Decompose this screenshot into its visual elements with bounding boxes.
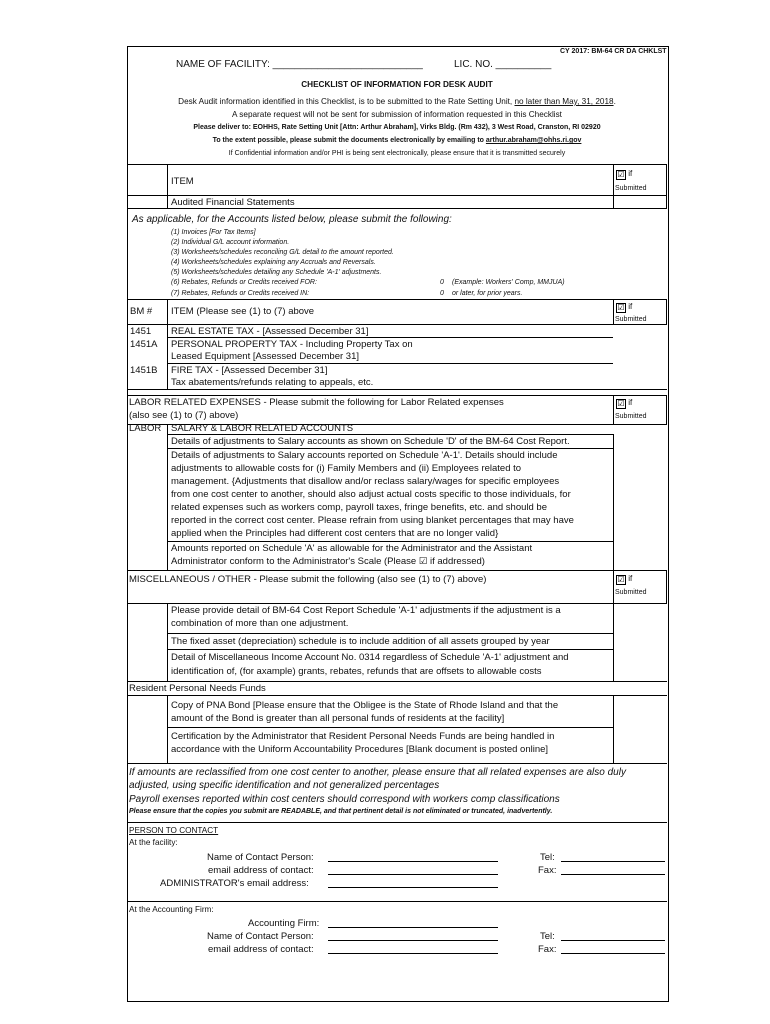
if-label: if bbox=[628, 398, 633, 407]
bm-1451: 1451 bbox=[130, 326, 152, 337]
firm-fax-label: Fax: bbox=[538, 944, 557, 955]
page-title: CHECKLIST OF INFORMATION FOR DESK AUDIT bbox=[301, 80, 493, 89]
account-item-1: (1) Invoices [For Tax Items] bbox=[171, 229, 256, 236]
checkbox-labor[interactable] bbox=[616, 398, 632, 409]
tel-label: Tel: bbox=[540, 852, 555, 863]
firm-contact-name-input[interactable] bbox=[328, 931, 498, 941]
intro-line-4 bbox=[127, 137, 667, 144]
account-item-7: (7) Rebates, Refunds or Credits received IN: bbox=[171, 290, 310, 297]
checkbox-audited-financials[interactable] bbox=[616, 169, 632, 180]
checkbox-misc[interactable] bbox=[616, 574, 632, 585]
email-instruction: To the extent possible, please submit the documents electronically by emailing to bbox=[212, 137, 484, 144]
fixed-asset-schedule: The fixed asset (depreciation) schedule is to include addition of all assets grouped by year bbox=[171, 636, 550, 647]
checkbox-icon: ☑ bbox=[617, 303, 625, 312]
delivery-address: Please deliver to: EOHHS, Rate Setting Unit [Attn: Arthur Abraham], Virks Bldg. (Rm 432), 3 West Road, Cranston, RI 02920 bbox=[193, 124, 601, 131]
contact-email-input[interactable] bbox=[328, 865, 498, 875]
misc-income-line-2: identification of, (for axample) grants, rebates, refunds that are offsets to allowable costs bbox=[171, 666, 542, 677]
account-item-6: (6) Rebates, Refunds or Credits received FOR: bbox=[171, 279, 317, 286]
reclassification-note-line-1: If amounts are reclassified from one cost center to another, please ensure that all related expenses are also duly bbox=[129, 767, 626, 778]
audited-financial-statements: Audited Financial Statements bbox=[171, 197, 295, 208]
deadline: no later than May, 31, 2018 bbox=[514, 97, 614, 106]
bm-1451a: 1451A bbox=[130, 339, 158, 350]
admin-email-label: ADMINISTRATOR's email address: bbox=[160, 878, 309, 889]
contact-heading: PERSON TO CONTACT bbox=[129, 826, 219, 835]
account-item-5: (5) Worksheets/schedules detailing any Schedule 'A-1' adjustments. bbox=[171, 269, 382, 276]
accounting-firm-input[interactable] bbox=[328, 918, 498, 928]
form-code: CY 2017: BM-64 CR DA CHKLST bbox=[560, 48, 667, 55]
salary-accounts-heading: SALARY & LABOR RELATED ACCOUNTS bbox=[171, 423, 354, 434]
checkbox-tax[interactable] bbox=[616, 302, 632, 313]
fax-input[interactable] bbox=[561, 865, 665, 875]
accounts-heading: As applicable, for the Accounts listed below, please submit the following: bbox=[132, 214, 452, 225]
labor-heading: LABOR RELATED EXPENSES - Please submit the following for Labor Related expenses bbox=[129, 397, 504, 408]
fax-label: Fax: bbox=[538, 865, 557, 876]
admin-email-input[interactable] bbox=[328, 878, 498, 888]
reclassification-note-line-2: adjusted, using specific identification and not generalized percentages bbox=[129, 780, 440, 791]
a1-adjustment-detail-line-1: Please provide detail of BM-64 Cost Report Schedule 'A-1' adjustments if the adjustment is a bbox=[171, 605, 561, 616]
account-item-4: (4) Worksheets/schedules explaining any Accruals and Reversals. bbox=[171, 259, 376, 266]
accounting-firm-label: Accounting Firm: bbox=[248, 918, 320, 929]
pna-bond-line-2: amount of the Bond is greater than all personal funds of residents at the facility] bbox=[171, 713, 505, 724]
submitted-label: Submitted bbox=[615, 589, 647, 596]
payroll-note: Payroll exenses reported within cost centers should correspond with workers comp classifications bbox=[129, 794, 560, 805]
bm-header: BM # bbox=[130, 306, 153, 317]
tax-abatements: Tax abatements/refunds relating to appeals, etc. bbox=[171, 377, 374, 388]
rebates-in-year: 0 bbox=[440, 290, 444, 297]
fire-tax: FIRE TAX - [Assessed December 31] bbox=[171, 365, 328, 376]
readable-note: Please ensure that the copies you submit are READABLE, and that pertinent detail is not eliminated or truncated, inadvertently. bbox=[129, 808, 553, 815]
confidentiality-note: If Confidential information and/or PHI is being sent electronically, please ensure that it is transmitted securely bbox=[228, 150, 566, 157]
at-accounting-firm-label: At the Accounting Firm: bbox=[129, 905, 214, 914]
salary-adjustments-a1-line-6: reported in the correct cost center. Please refrain from using blanket percentages that may have bbox=[171, 515, 574, 526]
account-item-2: (2) Individual G/L account information. bbox=[171, 239, 290, 246]
submitted-label: Submitted bbox=[615, 413, 647, 420]
submission-email-link[interactable]: arthur.abraham@ohhs.ri.gov bbox=[485, 137, 582, 144]
rebates-example: (Example: Workers' Comp, MMJUA) bbox=[452, 279, 565, 286]
intro-period: . bbox=[613, 97, 616, 106]
salary-adjustments-a1-line-1: Details of adjustments to Salary accounts reported on Schedule 'A-1'. Details should include bbox=[171, 450, 558, 461]
firm-fax-input[interactable] bbox=[561, 944, 665, 954]
checkbox-icon: ☑ bbox=[617, 170, 625, 179]
at-facility-label: At the facility: bbox=[129, 838, 178, 847]
firm-tel-label: Tel: bbox=[540, 931, 555, 942]
account-item-3: (3) Worksheets/schedules reconciling G/L detail to the amount reported. bbox=[171, 249, 394, 256]
salary-adjustments-a1-line-2: adjustments to allowable costs for (i) Family Members and (ii) Employees related to bbox=[171, 463, 522, 474]
intro-line-1 bbox=[127, 97, 667, 106]
certification-line-1: Certification by the Administrator that Resident Personal Needs Funds are being handled in bbox=[171, 731, 555, 742]
item-header-tax: ITEM (Please see (1) to (7) above bbox=[171, 306, 315, 317]
contact-name-input[interactable] bbox=[328, 852, 498, 862]
checkbox-icon: ☑ bbox=[617, 575, 625, 584]
labor-subnote: (also see (1) to (7) above) bbox=[129, 410, 239, 421]
labor-label: LABOR bbox=[129, 423, 162, 434]
personal-property-tax: PERSONAL PROPERTY TAX - Including Property Tax on bbox=[171, 339, 413, 350]
firm-contact-name-label: Name of Contact Person: bbox=[207, 931, 314, 942]
firm-email-input[interactable] bbox=[328, 944, 498, 954]
tel-input[interactable] bbox=[561, 852, 665, 862]
submitted-label: Submitted bbox=[615, 316, 647, 323]
contact-email-label: email address of contact: bbox=[208, 865, 314, 876]
misc-income-line-1: Detail of Miscellaneous Income Account No. 0314 regardless of Schedule 'A-1' adjustment and bbox=[171, 652, 569, 663]
administrator-scale-line-2: Administrator conform to the Administrator's Scale (Please ☑ if addressed) bbox=[171, 556, 485, 567]
checkbox-icon: ☑ bbox=[617, 399, 625, 408]
firm-email-label: email address of contact: bbox=[208, 944, 314, 955]
a1-adjustment-detail-line-2: combination of more than one adjustment. bbox=[171, 618, 349, 629]
if-label: if bbox=[628, 574, 633, 583]
item-header: ITEM bbox=[171, 176, 194, 187]
rebates-for-year: 0 bbox=[440, 279, 444, 286]
salary-adjustments-a1-line-4: from one cost center to another, should also adjust actual costs specific to those individuals, for bbox=[171, 489, 571, 500]
license-number-field: LIC. NO. __________ bbox=[454, 59, 552, 70]
pna-bond-line-1: Copy of PNA Bond [Please ensure that the Obligee is the State of Rhode Island and that the bbox=[171, 700, 559, 711]
salary-adjustments-a1-line-5: related expenses such as workers comp, payroll taxes, fringe benefits, etc. and should be bbox=[171, 502, 547, 513]
resident-funds-heading: Resident Personal Needs Funds bbox=[129, 683, 266, 694]
salary-adjustments-d: Details of adjustments to Salary accounts as shown on Schedule 'D' of the BM-64 Cost Report. bbox=[171, 436, 570, 447]
administrator-scale-line-1: Amounts reported on Schedule 'A' as allowable for the Administrator and the Assistant bbox=[171, 543, 533, 554]
submitted-label: Submitted bbox=[615, 185, 647, 192]
salary-adjustments-a1-line-7: applied when the Principles had different cost centers that are no longer valid} bbox=[171, 528, 499, 539]
misc-heading: MISCELLANEOUS / OTHER - Please submit the following (also see (1) to (7) above) bbox=[129, 574, 487, 585]
rebates-note: or later, for prior years. bbox=[452, 290, 523, 297]
leased-equipment: Leased Equipment [Assessed December 31] bbox=[171, 351, 359, 362]
facility-name-field: NAME OF FACILITY: ___________________________ bbox=[176, 59, 423, 70]
firm-tel-input[interactable] bbox=[561, 931, 665, 941]
contact-name-label: Name of Contact Person: bbox=[207, 852, 314, 863]
certification-line-2: accordance with the Uniform Accountability Procedures [Blank document is posted online] bbox=[171, 744, 549, 755]
if-label: if bbox=[628, 169, 633, 178]
intro-line-2: A separate request will not be sent for submission of information requested in this Checklist bbox=[232, 110, 562, 119]
real-estate-tax: REAL ESTATE TAX - [Assessed December 31] bbox=[171, 326, 369, 337]
bm-1451b: 1451B bbox=[130, 365, 158, 376]
intro-text: Desk Audit information identified in this Checklist, is to be submitted to the Rate Setting Unit, bbox=[178, 97, 513, 106]
if-label: if bbox=[628, 302, 633, 311]
salary-adjustments-a1-line-3: management. {Adjustments that disallow and/or reclass salary/wages for specific employees bbox=[171, 476, 560, 487]
